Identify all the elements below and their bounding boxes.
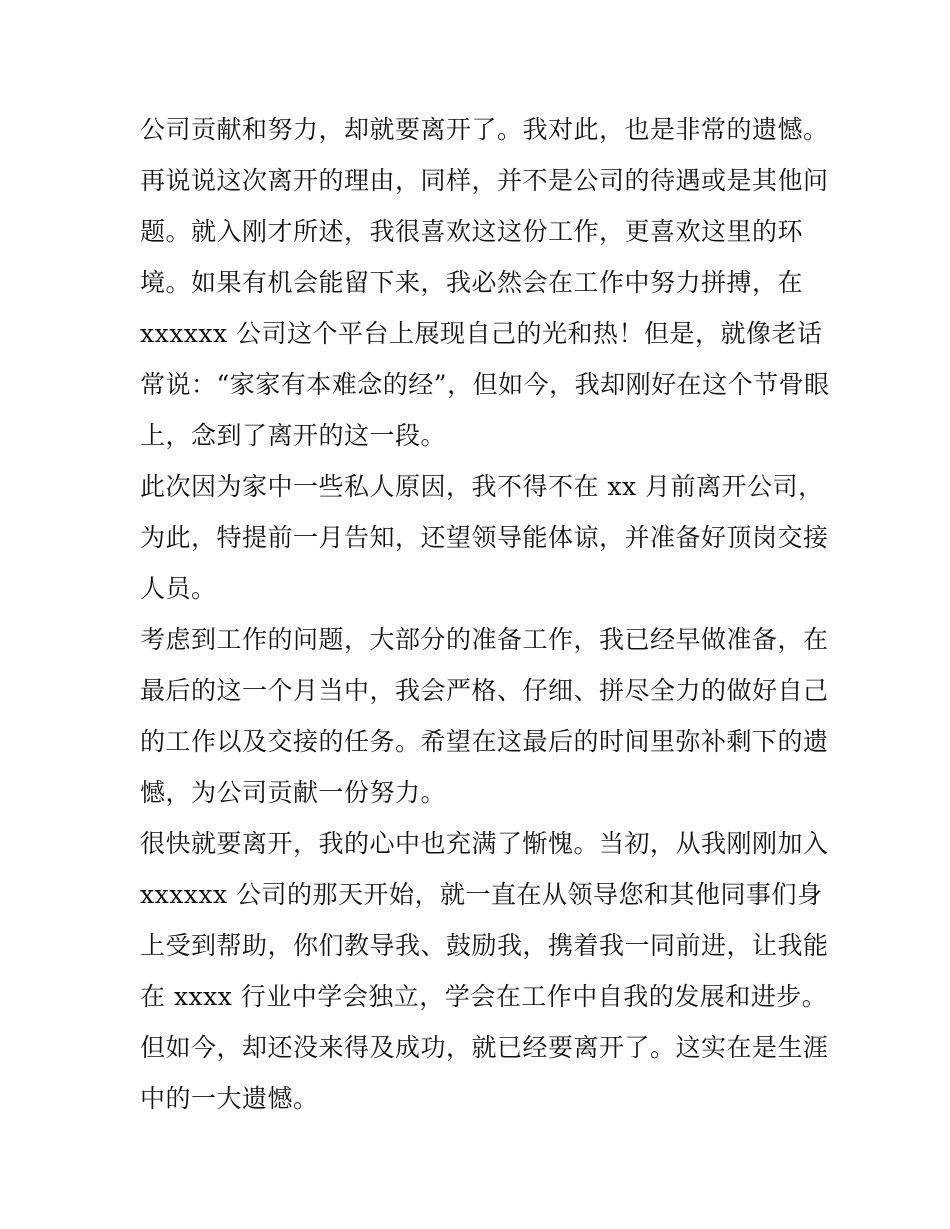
- text-line: 境。如果有机会能留下来，我必然会在工作中努力拼搏，在: [140, 268, 804, 297]
- text-line: 再说说这次离开的理由，同样，并不是公司的待遇或是其他问: [140, 166, 829, 195]
- text-line: 人员。: [140, 574, 217, 603]
- text-line: xxxxxx 公司的那天开始，就一直在从领导您和其他同事们身: [140, 880, 823, 909]
- document-body: [140, 104, 830, 1124]
- text-line: 常说：“家家有本难念的经”，但如今，我却刚好在这个节骨眼: [140, 370, 830, 399]
- text-line: 在 xxxx 行业中学会独立，学会在工作中自我的发展和进步。: [140, 982, 828, 1011]
- text-line: xxxxxx 公司这个平台上展现自己的光和热！但是，就像老话: [140, 319, 823, 348]
- text-line: 题。就入刚才所述，我很喜欢这这份工作，更喜欢这里的环: [140, 217, 804, 246]
- text-line: 上，念到了离开的这一段。: [140, 421, 447, 450]
- text-line: 但如今，却还没来得及成功，就已经要离开了。这实在是生涯: [140, 1033, 829, 1062]
- text-line: 憾，为公司贡献一份努力。: [140, 778, 447, 807]
- text-line: 上受到帮助，你们教导我、鼓励我，携着我一同前进，让我能: [140, 931, 829, 960]
- text-line: 很快就要离开，我的心中也充满了惭愧。当初，从我刚刚加入: [140, 829, 829, 858]
- text-line: 考虑到工作的问题，大部分的准备工作，我已经早做准备，在: [140, 625, 829, 654]
- text-line: 公司贡献和努力，却就要离开了。我对此，也是非常的遗憾。: [140, 115, 829, 144]
- text-line: 中的一大遗憾。: [140, 1084, 319, 1113]
- text-line: 最后的这一个月当中，我会严格、仔细、拼尽全力的做好自己: [140, 676, 829, 705]
- text-line: 为此，特提前一月告知，还望领导能体谅，并准备好顶岗交接: [140, 523, 829, 552]
- text-line: 此次因为家中一些私人原因，我不得不在 xx 月前离开公司，: [140, 472, 824, 501]
- text-line: 的工作以及交接的任务。希望在这最后的时间里弥补剩下的遗: [140, 727, 829, 756]
